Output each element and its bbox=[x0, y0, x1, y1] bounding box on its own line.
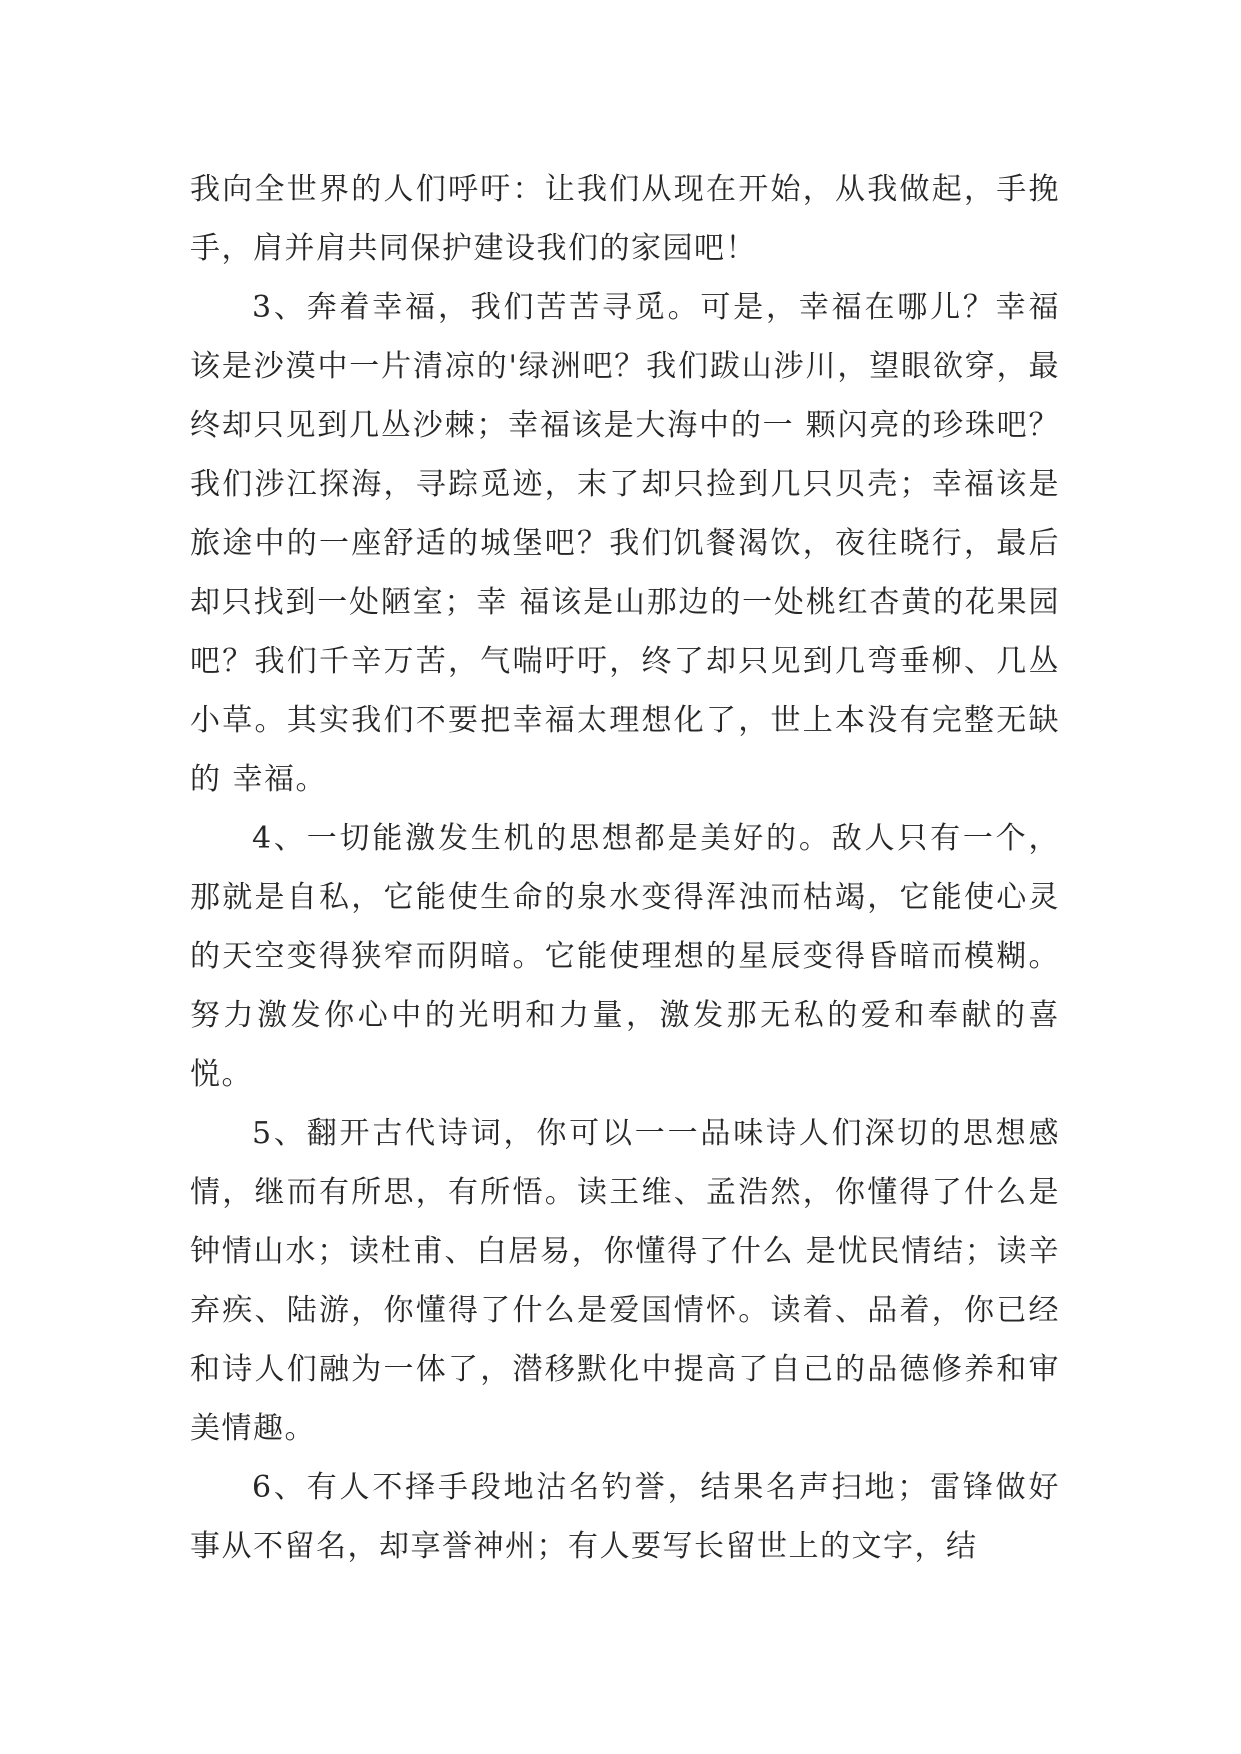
paragraph-2: 3、奔着幸福，我们苦苦寻觅。可是，幸福在哪儿？幸福该是沙漠中一片清凉的'绿洲吧？我们跋山涉川，望眼欲穿，最终却只见到几丛沙棘；幸福该是大海中的一 颗闪亮的珍珠吧？我们涉江探海，寻踪觅迹，末了却只捡到几只贝壳；幸福该是旅途中的一座舒适的城堡吧？我们饥餐渴饮，夜往晓行，最后却只找到一处陋室；幸 福该是山那边的一处桃红杏黄的花果园吧？我们千辛万苦，气喘吁吁，终了却只见到几弯垂柳、几丛小草。其实我们不要把幸福太理想化了，世上本没有完整无缺的 幸福。 bbox=[190, 290, 1060, 797]
paragraph-1: 我向全世界的人们呼吁：让我们从现在开始，从我做起，手挽手，肩并肩共同保护建设我们的家园吧！ bbox=[190, 172, 1060, 266]
paragraph-3: 4、一切能激发生机的思想都是美好的。敌人只有一个，那就是自私，它能使生命的泉水变得浑浊而枯竭，它能使心灵的天空变得狭窄而阴暗。它能使理想的星辰变得昏暗而模糊。努力激发你心中的光明和力量，激发那无私的爱和奉献的喜悦。 bbox=[190, 821, 1060, 1092]
body-text bbox=[190, 160, 1060, 1576]
paragraph-4: 5、翻开古代诗词，你可以一一品味诗人们深切的思想感情，继而有所思，有所悟。读王维、孟浩然，你懂得了什么是钟情山水；读杜甫、白居易，你懂得了什么 是忧民情结；读辛弃疾、陆游，你懂得了什么是爱国情怀。读着、品着，你已经和诗人们融为一体了，潜移默化中提高了自己的品德修养和审美情趣。 bbox=[190, 1116, 1060, 1446]
paragraph-5: 6、有人不择手段地沽名钓誉，结果名声扫地；雷锋做好事从不留名，却享誉神州；有人要写长留世上的文字，结 bbox=[190, 1470, 1060, 1564]
